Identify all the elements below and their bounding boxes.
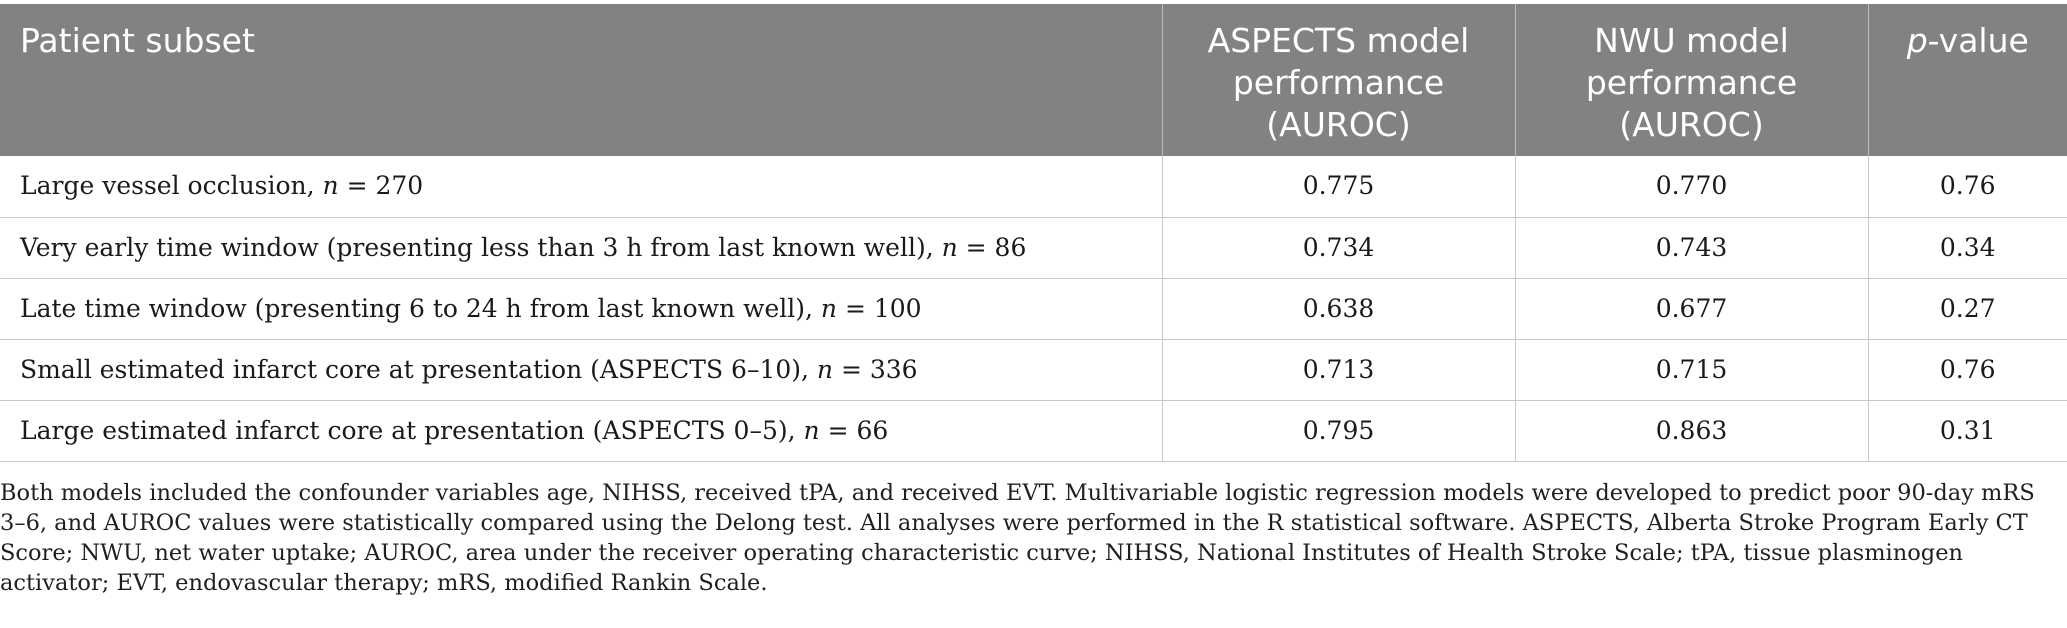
table-row: [0, 339, 2067, 400]
cell-aspects: 0.734: [1162, 217, 1515, 278]
table-footnote: Both models included the confounder variables age, NIHSS, received tPA, and received EVT. Multivariable logistic regression models were developed to predict poor 90-day mRS 3–6, and AUROC values were statistically compared using the Delong test. All analyses were performed in the R statistical software. ASPECTS, Alberta Stroke Program Early CT Score; NWU, net water uptake; AUROC, area under the receiver operating characteristic curve; NIHSS, National Institutes of Health Stroke Scale; tPA, tissue plasminogen activator; EVT, endovascular therapy; mRS, modified Rankin Scale.: [0, 480, 2035, 596]
cell-p-value: 0.76: [1868, 339, 2067, 400]
cell-nwu: 0.770: [1515, 156, 1868, 217]
table-row: [0, 278, 2067, 339]
cell-aspects: 0.775: [1162, 156, 1515, 217]
cell-aspects: 0.795: [1162, 400, 1515, 461]
cell-subset: Small estimated infarct core at presentation (ASPECTS 6–10), n = 336: [0, 339, 1162, 400]
table-row: [0, 217, 2067, 278]
cell-subset: Late time window (presenting 6 to 24 h from last known well), n = 100: [0, 278, 1162, 339]
cell-aspects: 0.638: [1162, 278, 1515, 339]
cell-nwu: 0.715: [1515, 339, 1868, 400]
cell-subset: Large vessel occlusion, n = 270: [0, 156, 1162, 217]
cell-p-value: 0.27: [1868, 278, 2067, 339]
header-aspects-auroc: ASPECTS model performance (AUROC): [1162, 4, 1515, 156]
cell-nwu: 0.743: [1515, 217, 1868, 278]
table-header: [0, 4, 2067, 156]
header-patient-subset: Patient subset: [0, 4, 1162, 156]
cell-p-value: 0.34: [1868, 217, 2067, 278]
results-table-container: [0, 4, 2067, 462]
cell-subset: Large estimated infarct core at presentation (ASPECTS 0–5), n = 66: [0, 400, 1162, 461]
cell-p-value: 0.31: [1868, 400, 2067, 461]
table-row: [0, 400, 2067, 461]
header-row: [0, 4, 2067, 156]
cell-aspects: 0.713: [1162, 339, 1515, 400]
header-nwu-auroc: NWU model performance (AUROC): [1515, 4, 1868, 156]
cell-nwu: 0.677: [1515, 278, 1868, 339]
table-row: [0, 156, 2067, 217]
table-body: [0, 156, 2067, 461]
header-p-value: p-value: [1868, 4, 2067, 156]
results-table: [0, 4, 2067, 462]
cell-nwu: 0.863: [1515, 400, 1868, 461]
cell-subset: Very early time window (presenting less than 3 h from last known well), n = 86: [0, 217, 1162, 278]
cell-p-value: 0.76: [1868, 156, 2067, 217]
